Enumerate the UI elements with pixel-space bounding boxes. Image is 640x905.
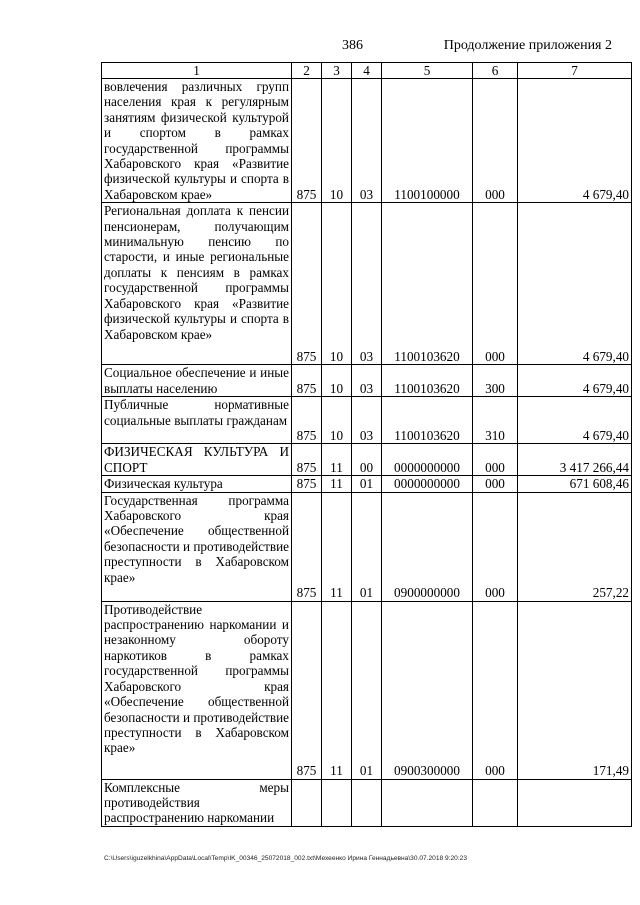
cell-ministry: 875 <box>292 365 322 397</box>
table-row <box>102 365 632 397</box>
cell-amount: 4 679,40 <box>518 365 632 397</box>
cell-target-article: 1100103620 <box>382 203 473 365</box>
cell-section: 11 <box>322 492 352 601</box>
row-description: ФИЗИЧЕСКАЯ КУЛЬТУРА И СПОРТ <box>102 444 292 476</box>
cell-target-article: 1100100000 <box>382 79 473 203</box>
cell-expense-type: 000 <box>473 79 518 203</box>
cell-amount: 4 679,40 <box>518 203 632 365</box>
column-header: 5 <box>382 63 473 79</box>
cell-amount: 171,49 <box>518 601 632 779</box>
row-description: Противодействие распространению наркомании и незаконному обороту наркотиков в рамках государственной программы Хабаровского края «Обеспечение общественной безопасности и противодействие преступности в Хабаровском крае» <box>102 601 292 779</box>
cell-subsection: 03 <box>352 79 382 203</box>
cell-amount: 4 679,40 <box>518 397 632 444</box>
cell-subsection: 00 <box>352 444 382 476</box>
column-header: 1 <box>102 63 292 79</box>
cell-section: 11 <box>322 444 352 476</box>
page-number: 386 <box>342 38 363 53</box>
row-description: Публичные нормативные социальные выплаты гражданам <box>102 397 292 444</box>
column-header: 4 <box>352 63 382 79</box>
column-header: 2 <box>292 63 322 79</box>
cell-amount: 257,22 <box>518 492 632 601</box>
cell-target-article: 0900000000 <box>382 492 473 601</box>
table-row <box>102 476 632 492</box>
cell-subsection: 03 <box>352 203 382 365</box>
row-description: Государственная программа Хабаровского края «Обеспечение общественной безопасности и противодействие преступности в Хабаровском крае» <box>102 492 292 601</box>
column-header: 3 <box>322 63 352 79</box>
cell-subsection: 03 <box>352 397 382 444</box>
cell-subsection: 01 <box>352 492 382 601</box>
cell-subsection <box>352 779 382 826</box>
cell-expense-type: 300 <box>473 365 518 397</box>
cell-expense-type: 000 <box>473 492 518 601</box>
cell-section: 10 <box>322 79 352 203</box>
cell-ministry: 875 <box>292 79 322 203</box>
table-header-row <box>102 63 632 79</box>
row-description: Физическая культура <box>102 476 292 492</box>
cell-expense-type: 310 <box>473 397 518 444</box>
cell-subsection: 01 <box>352 476 382 492</box>
cell-section: 11 <box>322 476 352 492</box>
cell-target-article <box>382 779 473 826</box>
cell-subsection: 03 <box>352 365 382 397</box>
row-description: Социальное обеспечение и иные выплаты населению <box>102 365 292 397</box>
column-header: 6 <box>473 63 518 79</box>
row-description: Комплексные меры противодействия распространению наркомании <box>102 779 292 826</box>
cell-amount: 4 679,40 <box>518 79 632 203</box>
table-row <box>102 779 632 826</box>
row-description: вовлечения различных групп населения края к регулярным занятиям физической культурой и спортом в рамках государственной программы Хабаровского края «Развитие физической культуры и спорта в Хабаровском крае» <box>102 79 292 203</box>
cell-amount: 671 608,46 <box>518 476 632 492</box>
cell-section: 10 <box>322 397 352 444</box>
cell-section <box>322 779 352 826</box>
table-row <box>102 397 632 444</box>
table-row <box>102 203 632 365</box>
table-row <box>102 601 632 779</box>
cell-ministry: 875 <box>292 601 322 779</box>
cell-expense-type: 000 <box>473 444 518 476</box>
cell-amount <box>518 779 632 826</box>
table-row <box>102 444 632 476</box>
row-description: Региональная доплата к пенсии пенсионерам, получающим минимальную пенсию по старости, и иные региональные доплаты к пенсиям в рамках государственной программы Хабаровского края «Развитие физической культуры и спорта в Хабаровском крае» <box>102 203 292 365</box>
cell-section: 11 <box>322 601 352 779</box>
cell-expense-type: 000 <box>473 476 518 492</box>
cell-ministry: 875 <box>292 203 322 365</box>
cell-target-article: 0900300000 <box>382 601 473 779</box>
column-header: 7 <box>518 63 632 79</box>
cell-target-article: 0000000000 <box>382 476 473 492</box>
footer-file-path: C:\Users\iguzelkhina\AppData\Local\Temp\IK_00346_25072018_002.txt\Мехеенко Ирина Геннадьевна\30.07.2018 9:20:23 <box>104 855 468 862</box>
cell-ministry: 875 <box>292 444 322 476</box>
cell-ministry: 875 <box>292 492 322 601</box>
cell-ministry: 875 <box>292 397 322 444</box>
cell-expense-type: 000 <box>473 203 518 365</box>
cell-target-article: 1100103620 <box>382 397 473 444</box>
cell-ministry: 875 <box>292 476 322 492</box>
cell-target-article: 0000000000 <box>382 444 473 476</box>
cell-amount: 3 417 266,44 <box>518 444 632 476</box>
table-row <box>102 79 632 203</box>
cell-subsection: 01 <box>352 601 382 779</box>
cell-section: 10 <box>322 203 352 365</box>
budget-table <box>101 62 632 827</box>
cell-ministry <box>292 779 322 826</box>
table-row <box>102 492 632 601</box>
cell-expense-type: 000 <box>473 601 518 779</box>
cell-target-article: 1100103620 <box>382 365 473 397</box>
cell-expense-type <box>473 779 518 826</box>
cell-section: 10 <box>322 365 352 397</box>
continuation-label: Продолжение приложения 2 <box>443 38 612 53</box>
